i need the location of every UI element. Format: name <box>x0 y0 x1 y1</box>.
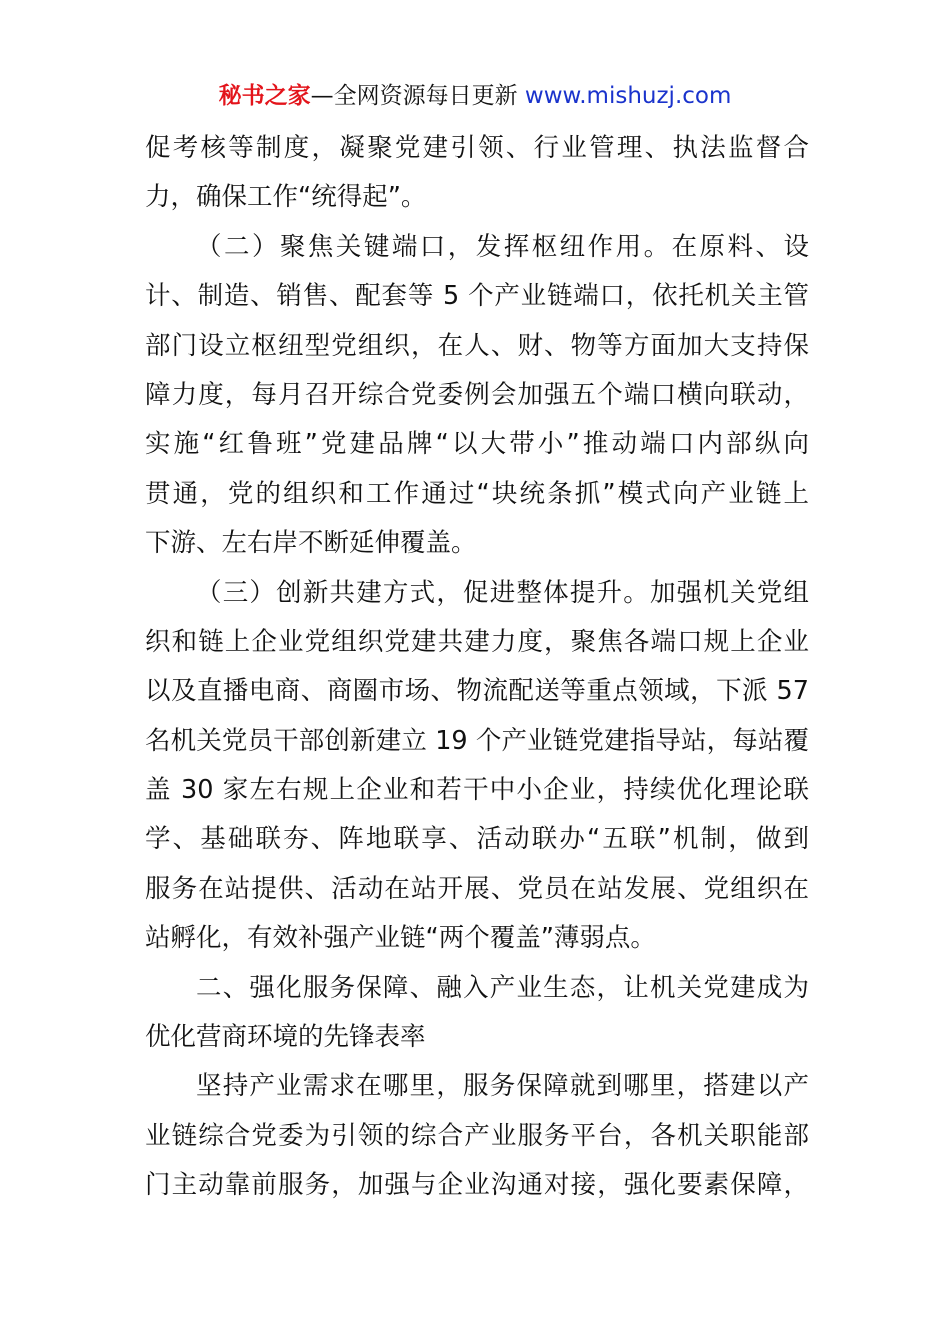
text-line: 部门设立枢纽型党组织，在人、财、物等方面加大支持保 <box>145 330 809 361</box>
text-line: 实施“红鲁班”党建品牌“以大带小”推动端口内部纵向 <box>145 429 809 460</box>
chapter-heading-line: 二、强化服务保障、融入产业生态，让机关党建成为 <box>196 972 809 1003</box>
text-line: 业链综合党委为引领的综合产业服务平台，各机关职能部 <box>145 1120 809 1151</box>
section-heading-line: （三）创新共建方式，促进整体提升。加强机关党组 <box>196 577 809 608</box>
header-tagline: —全网资源每日更新 <box>310 83 525 109</box>
text-line: 以及直播电商、商圈市场、物流配送等重点领域，下派 57 <box>145 676 809 707</box>
section-heading-line: （二）聚焦关键端口，发挥枢纽作用。在原料、设 <box>196 231 809 262</box>
brand-name: 秘书之家 <box>218 83 311 109</box>
text-line: 坚持产业需求在哪里，服务保障就到哪里，搭建以产 <box>196 1071 809 1102</box>
text-line: 门主动靠前服务，加强与企业沟通对接，强化要素保障， <box>145 1170 809 1201</box>
chapter-heading-line: 优化营商环境的先锋表率 <box>145 1022 426 1053</box>
text-line: 促考核等制度，凝聚党建引领、行业管理、执法监督合 <box>145 133 809 163</box>
site-url[interactable]: www.mishuzj.com <box>524 83 732 109</box>
text-line: 盖 30 家左右规上企业和若干中小企业，持续优化理论联 <box>145 775 809 806</box>
text-line: 障力度，每月召开综合党委例会加强五个端口横向联动， <box>145 379 809 410</box>
text-line: 名机关党员干部创新建立 19 个产业链党建指导站，每站覆 <box>145 725 809 756</box>
text-line: 力，确保工作“统得起”。 <box>145 182 427 213</box>
site-header <box>0 80 950 112</box>
text-line: 服务在站提供、活动在站开展、党员在站发展、党组织在 <box>145 873 809 904</box>
document-body <box>145 124 809 1211</box>
text-line: 学、基础联夯、阵地联享、活动联办“五联”机制，做到 <box>145 824 809 855</box>
text-line: 织和链上企业党组织党建共建力度，聚焦各端口规上企业 <box>145 626 809 657</box>
text-line: 下游、左右岸不断延伸覆盖。 <box>145 528 477 559</box>
text-line: 计、制造、销售、配套等 5 个产业链端口，依托机关主管 <box>145 281 809 312</box>
text-line: 贯通，党的组织和工作通过“块统条抓”模式向产业链上 <box>145 478 809 509</box>
text-line: 站孵化，有效补强产业链“两个覆盖”薄弱点。 <box>145 923 656 954</box>
